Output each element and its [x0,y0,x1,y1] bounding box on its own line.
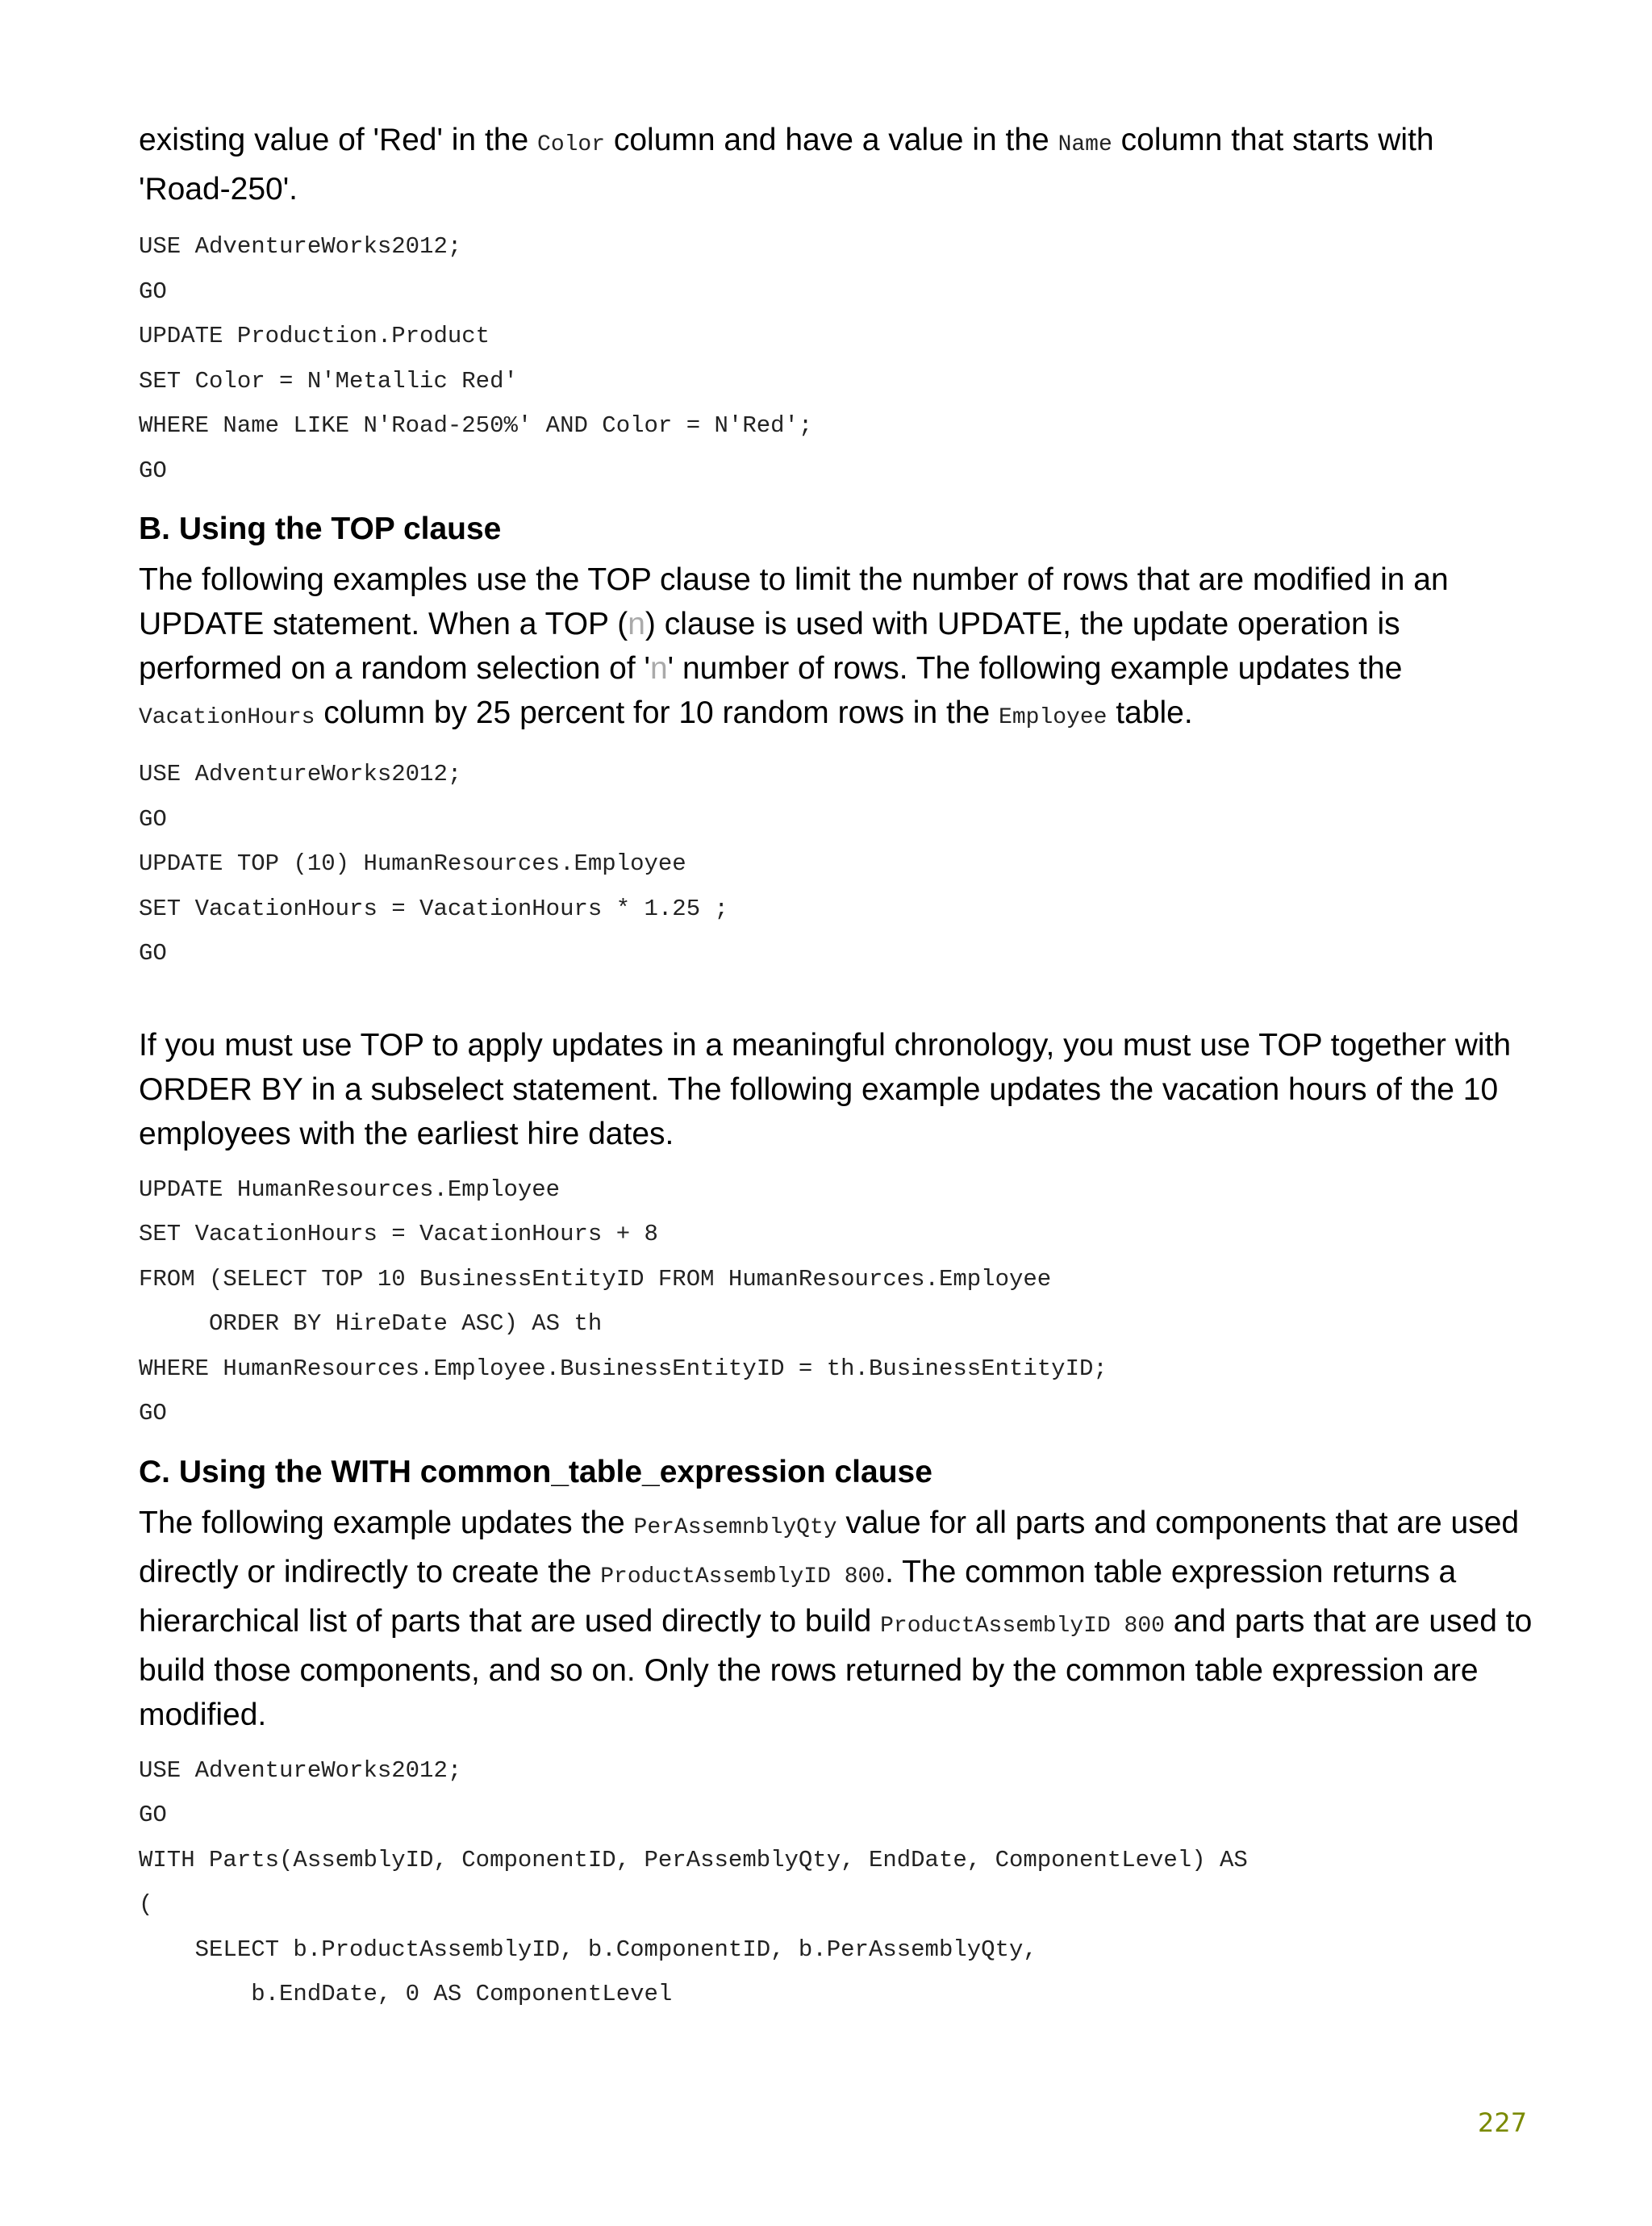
section-b-paragraph [139,558,1542,740]
placeholder-n: n [628,607,645,641]
code-line: UPDATE TOP (10) HumanResources.Employee [139,850,686,877]
code-line: GO [139,805,167,833]
inline-code-productassemblyid: ProductAssemblyID 800 [880,1613,1165,1639]
code-block-update-subselect [139,1167,1542,1436]
para-text: ' number of rows. The following example updates the [667,651,1403,686]
code-block-update-color [139,224,1542,493]
para-text: . The common table expression returns a hierarchical list of parts that are used directly to build [139,1554,1457,1639]
code-line: FROM (SELECT TOP 10 BusinessEntityID FROM HumanResources.Employee [139,1265,1052,1293]
para-text: value for all parts and components that are used directly or indirectly to create the [139,1505,1520,1589]
code-line: GO [139,1802,167,1828]
para-text: table. [1107,695,1193,730]
code-line: b.EndDate, 0 AS ComponentLevel [139,1981,673,2007]
code-line: USE AdventureWorks2012; [139,1756,462,1784]
section-c-heading: C. Using the WITH common_table_expression clause [139,1454,932,1489]
code-line: SET Color = N'Metallic Red' [139,367,518,395]
code-block-with-cte [139,1748,1542,2017]
para-text: column by 25 percent for 10 random rows in the [315,695,999,730]
page-number: 227 [1478,2107,1528,2138]
section-b-paragraph-2: If you must use TOP to apply updates in a meaningful chronology, you must use TOP together with ORDER BY in a subselect statement. The following example updates the vacation hours of the 10 employees with the earliest hire dates. [139,1027,1512,1151]
inline-code-vacationhours: VacationHours [139,705,315,730]
intro-text: column that starts with 'Road-250'. [139,123,1434,207]
code-line: UPDATE Production.Product [139,323,490,349]
code-line: SET VacationHours = VacationHours + 8 [139,1221,658,1247]
code-line: SELECT b.ProductAssemblyID, b.ComponentID, b.PerAssemblyQty, [139,1936,1037,1963]
para-text: The following examples use the TOP clause to limit the number of rows that are modified in an UPDATE statement. When a TOP ( [139,562,1449,641]
code-line: SET VacationHours = VacationHours * 1.25 ; [139,895,728,922]
section-c-paragraph [139,1501,1542,1737]
intro-text: column and have a value in the [605,123,1058,157]
para-text: ) clause is used with UPDATE, the update operation is performed on a random selection of ' [139,607,1400,686]
code-line: WHERE HumanResources.Employee.BusinessEntityID = th.BusinessEntityID; [139,1355,1108,1382]
page-content [139,118,1542,2017]
para-text: and parts that are used to build those components, and so on. Only the rows returned by the common table expression are modified. [139,1603,1533,1732]
inline-code-employee: Employee [999,705,1108,730]
inline-code-perassemnblyqty: PerAssemnblyQty [633,1514,837,1540]
placeholder-n: n [649,651,668,686]
inline-code-productassemblyid: ProductAssemblyID 800 [600,1564,886,1589]
intro-text: existing value of 'Red' in the [139,123,538,157]
section-b-heading: B. Using the TOP clause [139,512,502,546]
code-line: WITH Parts(AssemblyID, ComponentID, PerAssemblyQty, EndDate, ComponentLevel) AS [139,1846,1248,1873]
code-line: ORDER BY HireDate ASC) AS th [139,1310,603,1337]
code-line: GO [139,278,167,305]
code-line: GO [139,457,167,484]
code-line: USE AdventureWorks2012; [139,761,462,787]
inline-code-color: Color [537,132,606,157]
code-line: GO [139,940,167,967]
code-line: UPDATE HumanResources.Employee [139,1176,561,1203]
para-text: The following example updates the [139,1505,634,1540]
inline-code-name: Name [1058,132,1112,157]
code-line: ( [139,1891,153,1918]
code-line: WHERE Name LIKE N'Road-250%' AND Color = N'Red'; [139,412,813,439]
code-block-update-top [139,752,1542,976]
intro-paragraph [139,118,1510,211]
code-line: GO [139,1400,167,1426]
code-line: USE AdventureWorks2012; [139,233,462,260]
